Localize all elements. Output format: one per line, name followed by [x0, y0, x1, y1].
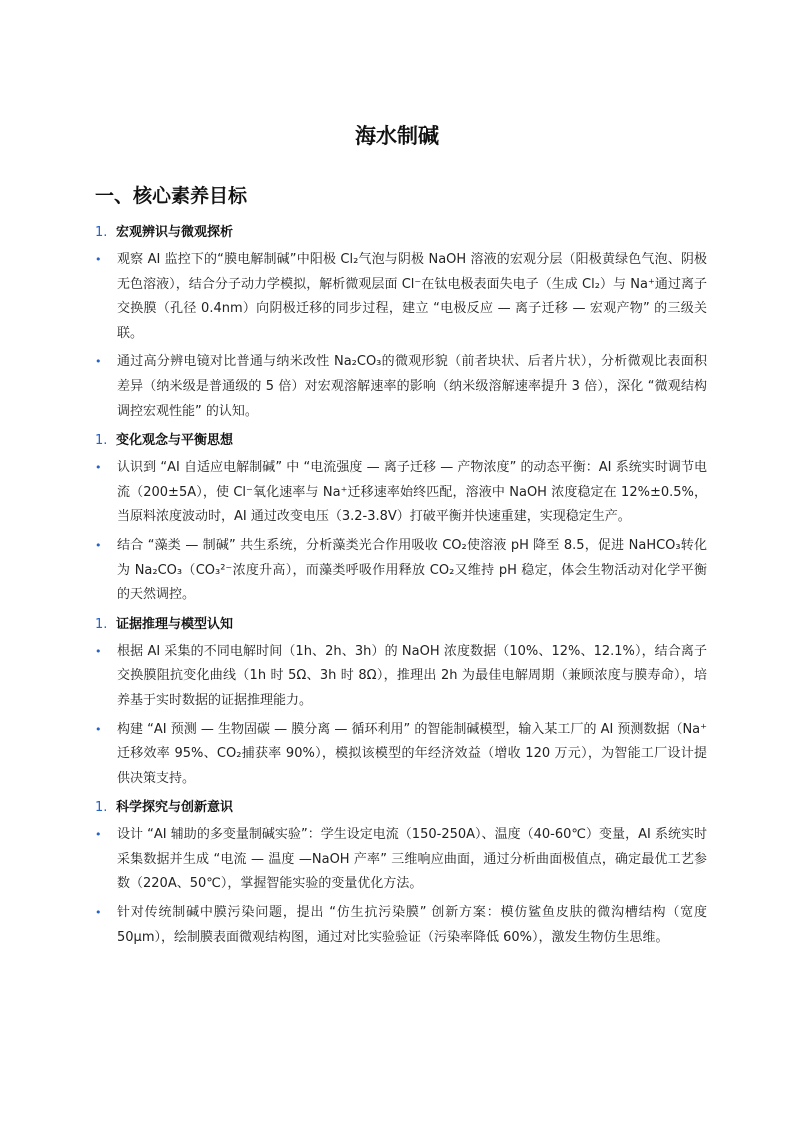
list-item-text: 设计 “AI 辅助的多变量制碱实验”：学生设定电流（150-250A）、温度（40-60℃）变量，AI 系统实时采集数据并生成 “电流 — 温度 —NaOH 产率” 三维响应曲面，通过分析曲面极值点，确定最优工艺参数（220A、50℃），掌握智能实验的变量优化方法。: [117, 827, 707, 892]
document-title: 海水制碱: [355, 124, 439, 148]
objective-group: [95, 795, 707, 950]
list-item-text: 认识到 “AI 自适应电解制碱” 中 “电流强度 — 离子迁移 — 产物浓度” 的动态平衡：AI 系统实时调节电流（200±5A），使 Cl⁻氧化速率与 Na⁺迁移速率始终匹配，溶液中 NaOH 浓度稳定在 12%±0.5%，当原料浓度波动时，AI 通过改变电压（3.2-3.8V）打破平衡并快速重建，实现稳定生产。: [117, 460, 707, 525]
sub-heading: [95, 428, 707, 454]
list-item: [95, 901, 707, 950]
bullet-dot-icon: •: [95, 906, 102, 920]
list-item-text: 针对传统制碱中膜污染问题，提出 “仿生抗污染膜” 创新方案：模仿鲨鱼皮肤的微沟槽结构（宽度 50μm），绘制膜表面微观结构图，通过对比实验验证（污染率降低 60%），激发生物仿生思维。: [117, 905, 707, 945]
list-number: 1.: [95, 433, 108, 449]
bullet-dot-icon: •: [95, 355, 102, 369]
list-item: [95, 823, 707, 897]
list-item-text: 构建 “AI 预测 — 生物固碳 — 膜分离 — 循环利用” 的智能制碱模型，输入某工厂的 AI 预测数据（Na⁺迁移效率 95%、CO₂捕获率 90%），模拟该模型的年经济效益（增收 120 万元），为智能工厂设计提供决策支持。: [117, 721, 707, 786]
list-item-text: 观察 AI 监控下的“膜电解制碱”中阳极 Cl₂气泡与阴极 NaOH 溶液的宏观分层（阳极黄绿色气泡、阴极无色溶液），结合分子动力学模拟，解析微观层面 Cl⁻在钛电极表面失电子（生成 Cl₂）与 Na⁺通过离子交换膜（孔径 0.4nm）向阴极迁移的同步过程，建立 “电极反应 — 离子迁移 — 宏观产物” 的三级关联。: [117, 252, 707, 341]
objective-group: [95, 428, 707, 608]
objective-group: [95, 220, 707, 424]
list-item-text: 结合 “藻类 — 制碱” 共生系统，分析藻类光合作用吸收 CO₂使溶液 pH 降至 8.5，促进 NaHCO₃转化为 Na₂CO₃（CO₃²⁻浓度升高），而藻类呼吸作用释放 CO₂又维持 pH 稳定，体会生物活动对化学平衡的天然调控。: [117, 537, 707, 603]
list-item: [95, 248, 707, 346]
bullet-dot-icon: •: [95, 722, 102, 736]
objective-group: [95, 612, 707, 792]
list-number: 1.: [95, 616, 108, 632]
list-item: [95, 456, 707, 530]
bullet-dot-icon: •: [95, 253, 102, 266]
bullet-dot-icon: •: [95, 828, 102, 842]
section-heading: 一、核心素养目标: [95, 185, 248, 207]
list-item: [95, 718, 707, 792]
list-item-text: 根据 AI 采集的不同电解时间（1h、2h、3h）的 NaOH 浓度数据（10%、12%、12.1%），结合离子交换膜阻抗变化曲线（1h 时 5Ω、3h 时 8Ω），推理出 2h 为最佳电解周期（兼顾浓度与膜寿命），培养基于实时数据的证据推理能力。: [117, 643, 707, 708]
list-item: [95, 640, 707, 714]
list-item: [95, 534, 707, 608]
list-number: 1.: [95, 225, 108, 240]
list-item-text: 通过高分辨电镜对比普通与纳米改性 Na₂CO₃的微观形貌（前者块状、后者片状），分析微观比表面积差异（纳米级是普通级的 5 倍）对宏观溶解速率的影响（纳米级溶解速率提升 3 倍），深化 “微观结构调控宏观性能” 的认知。: [117, 354, 707, 419]
sub-heading: [95, 220, 707, 246]
bullet-dot-icon: •: [95, 644, 102, 658]
content-body: [95, 220, 707, 954]
sub-heading-text: 宏观辨识与微观探析: [116, 225, 234, 240]
sub-heading-text: 变化观念与平衡思想: [116, 433, 234, 449]
sub-heading: [95, 795, 707, 821]
sub-heading: [95, 612, 707, 638]
bullet-dot-icon: •: [95, 461, 102, 475]
bullet-dot-icon: •: [95, 538, 102, 552]
list-number: 1.: [95, 800, 108, 816]
sub-heading-text: 证据推理与模型认知: [116, 616, 234, 632]
sub-heading-text: 科学探究与创新意识: [116, 800, 234, 816]
list-item: [95, 350, 707, 424]
